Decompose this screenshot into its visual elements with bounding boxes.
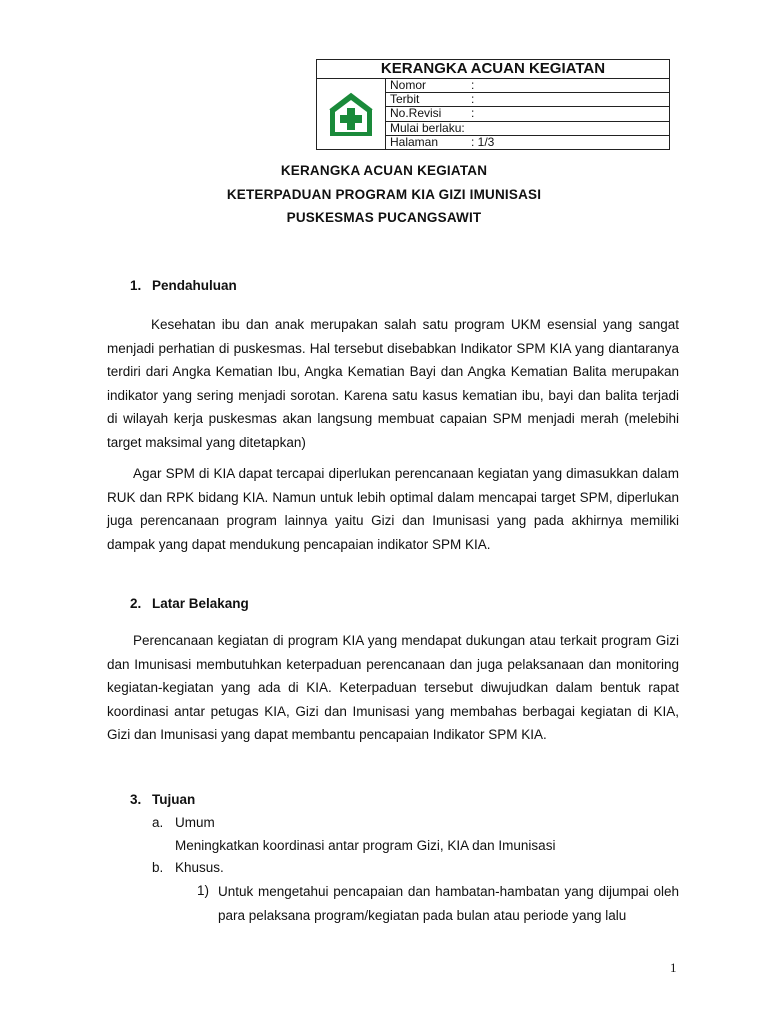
meta-label: No.Revisi <box>390 106 442 121</box>
section-heading-pendahuluan <box>130 278 237 293</box>
puskesmas-logo-icon <box>327 91 375 139</box>
text-tujuan-khusus-1: Untuk mengetahui pencapaian dan hambatan-hambatan yang dijumpai oleh para pelaksana program/kegiatan pada bulan atau periode yang lalu <box>218 884 679 923</box>
meta-row-terbit <box>386 93 669 107</box>
section-number: 1. <box>130 278 142 293</box>
section-heading-latar-belakang <box>130 596 249 611</box>
header-meta-rows <box>386 79 669 149</box>
meta-value: : <box>471 106 475 121</box>
meta-label: Halaman <box>390 134 439 149</box>
logo-cell <box>317 79 386 150</box>
meta-label: Terbit <box>390 92 420 107</box>
meta-row-mulai-berlaku <box>386 122 669 136</box>
paragraph-latar-belakang: Perencanaan kegiatan di program KIA yang mendapat dukungan atau terkait program Gizi dan Imunisasi membutuhkan keterpaduan perencanaan dan juga pelaksanaan dan monitoring kegiatan-kegiatan yang ada di KIA. Keterpaduan tersebut diwujudkan dalam bentuk rapat koordinasi antar petugas KIA, Gizi dan Imunisasi yang membahas berbagai kegiatan di KIA, Gizi dan Imunisasi yang dapat membantu pencapaian Indikator SPM KIA. <box>107 633 679 742</box>
doc-title-line-3: PUSKESMAS PUCANGSAWIT <box>286 210 482 225</box>
section-title: Tujuan <box>152 792 196 807</box>
meta-label: Mulai berlaku: <box>390 120 465 135</box>
meta-value: : <box>471 78 475 92</box>
list-label-khusus: Khusus. <box>175 860 224 875</box>
meta-value: : <box>471 92 475 107</box>
header-box <box>316 59 670 150</box>
page-number: 1 <box>670 960 677 975</box>
doc-title-line-1: KERANGKA ACUAN KEGIATAN <box>280 163 488 178</box>
text-tujuan-umum: Meningkatkan koordinasi antar program Gizi, KIA dan Imunisasi <box>175 838 556 853</box>
meta-row-revisi <box>386 107 669 121</box>
section-title: Pendahuluan <box>152 278 237 293</box>
list-marker-b: b. <box>152 860 164 875</box>
section-heading-tujuan <box>130 792 195 807</box>
section-title: Latar Belakang <box>152 596 249 611</box>
section-number: 3. <box>130 792 142 807</box>
paragraph-pendahuluan-2: Agar SPM di KIA dapat tercapai diperlukan perencanaan kegiatan yang dimasukkan dalam RUK dan RPK bidang KIA. Namun untuk lebih optimal dalam mencapai target SPM, diperlukan juga perencanaan program lainnya yaitu Gizi dan Imunisasi yang pada akhirnya memiliki dampak yang dapat mendukung pencapaian indikator SPM KIA. <box>107 466 679 552</box>
meta-row-halaman <box>386 136 669 150</box>
doc-title-line-2: KETERPADUAN PROGRAM KIA GIZI IMUNISASI <box>226 187 542 202</box>
paragraph-pendahuluan-1: Kesehatan ibu dan anak merupakan salah satu program UKM esensial yang sangat menjadi perhatian di puskesmas. Hal tersebut disebabkan Indikator SPM KIA yang diantaranya terdiri dari Angka Kematian Ibu, Angka Kematian Bayi dan Angka Kematian Balita merupakan indikator yang sering menjadi sorotan. Karena satu kasus kematian ibu, bayi dan balita terjadi di wilayah kerja puskesmas akan langsung membuat capaian SPM menjadi merah (melebihi target maksimal yang ditetapkan) <box>107 317 679 450</box>
list-marker-1: 1) <box>197 883 210 898</box>
list-marker-a: a. <box>152 815 164 830</box>
list-label-umum: Umum <box>175 815 215 830</box>
header-title: KERANGKA ACUAN KEGIATAN <box>317 60 669 79</box>
meta-row-nomor <box>386 79 669 93</box>
section-number: 2. <box>130 596 142 611</box>
meta-value: : 1/3 <box>471 134 495 149</box>
meta-label: Nomor <box>390 78 427 92</box>
